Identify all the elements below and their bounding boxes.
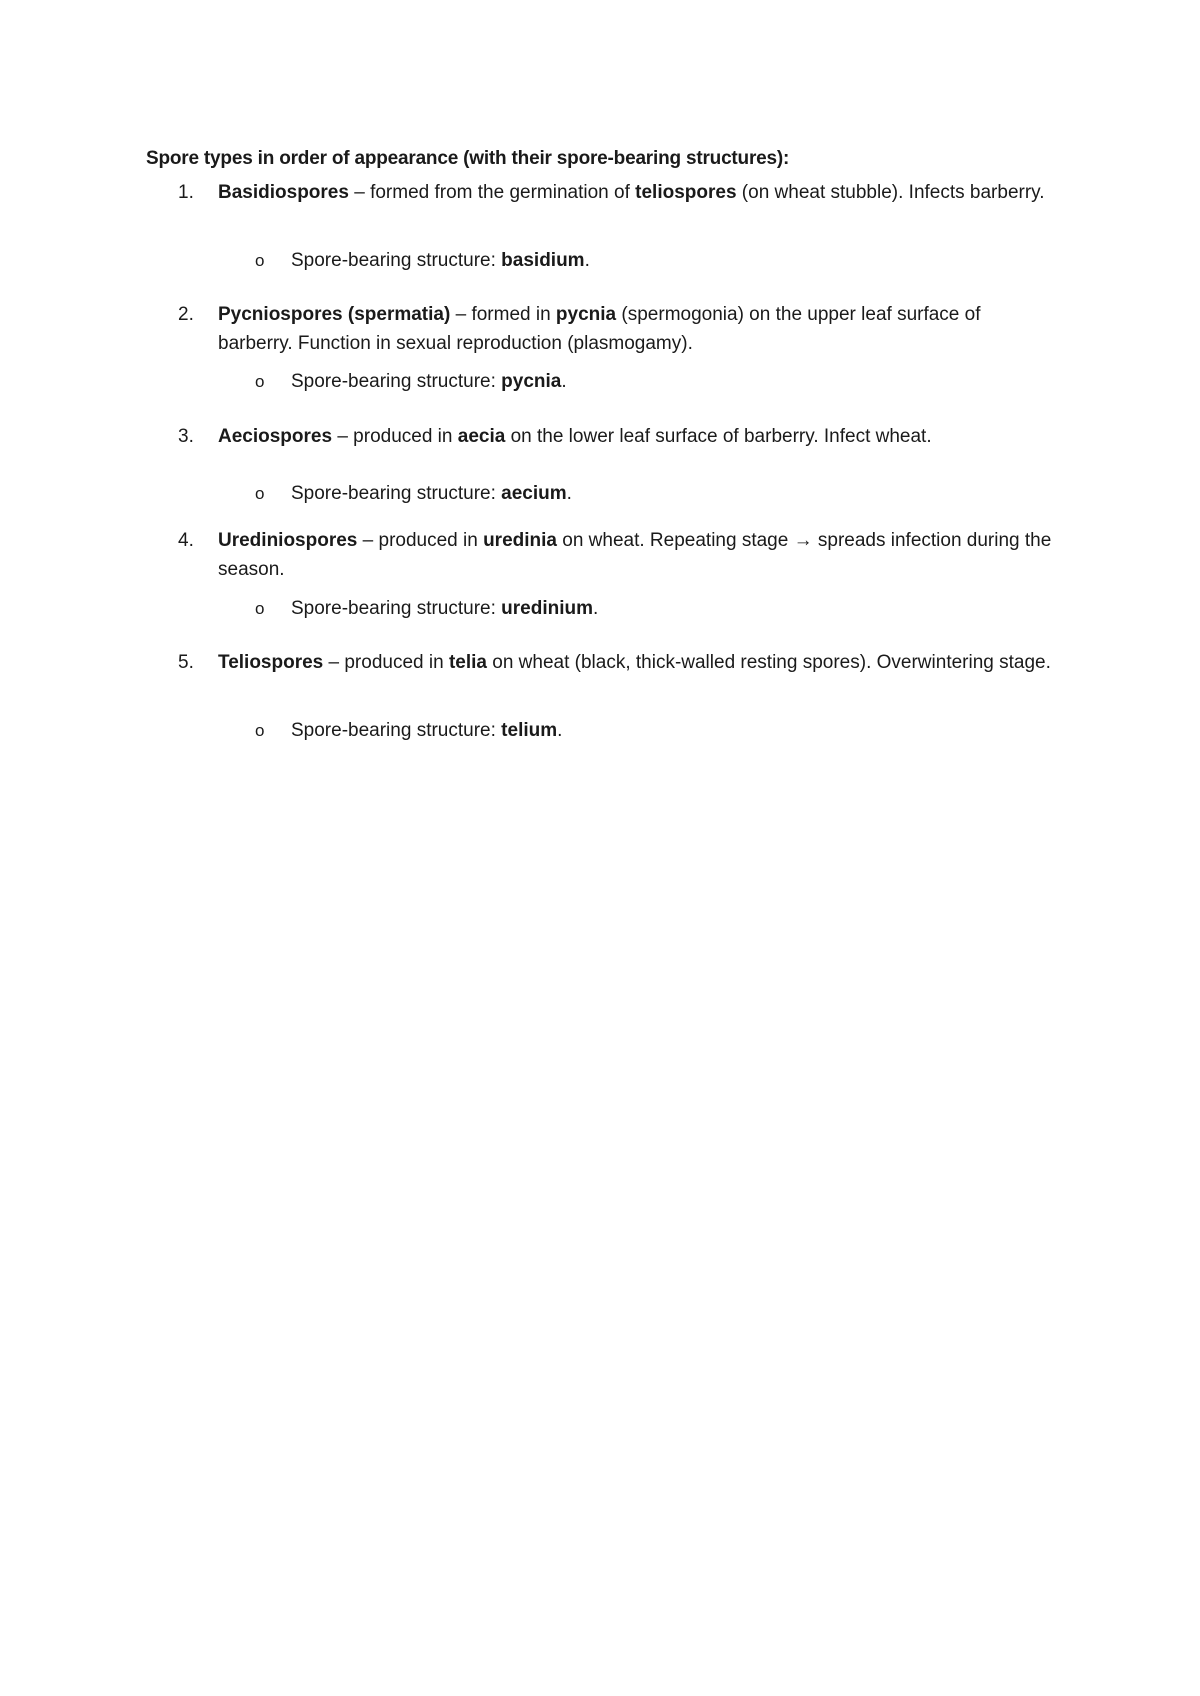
bold-term: teliospores bbox=[635, 182, 737, 203]
sub-list-item bbox=[255, 594, 598, 623]
description: (spermogonia) on the upper leaf surface of barberry. Function in sexual reproduction (plasmogamy). bbox=[218, 304, 981, 354]
spore-name: Aeciospores bbox=[218, 426, 333, 447]
sub-list-item bbox=[255, 246, 590, 275]
sub-label: Spore-bearing structure: bbox=[291, 250, 502, 271]
sub-end: . bbox=[557, 720, 563, 741]
sub-label: Spore-bearing structure: bbox=[291, 720, 502, 741]
spore-name: Pycniospores (spermatia) bbox=[218, 304, 451, 325]
list-item-text bbox=[218, 422, 1058, 451]
document-heading: Spore types in order of appearance (with their spore-bearing structures): bbox=[146, 148, 790, 169]
description: formed from the germination of bbox=[370, 182, 636, 203]
list-item bbox=[178, 648, 1058, 677]
sub-end: . bbox=[566, 483, 572, 504]
sub-label: Spore-bearing structure: bbox=[291, 483, 502, 504]
list-number: 5. bbox=[178, 652, 194, 673]
sub-list-item bbox=[255, 367, 567, 396]
bullet-icon: o bbox=[255, 721, 265, 740]
separator: – bbox=[323, 652, 345, 673]
bold-term: pycnia bbox=[555, 304, 617, 325]
list-item-text bbox=[218, 300, 1058, 358]
description: produced in bbox=[378, 530, 484, 551]
list-number: 4. bbox=[178, 530, 194, 551]
spore-name: Basidiospores bbox=[218, 182, 349, 203]
bold-term: uredinia bbox=[483, 530, 557, 551]
sub-list-item bbox=[255, 479, 572, 508]
structure-name: telium bbox=[501, 720, 558, 741]
description: produced in bbox=[344, 652, 449, 673]
list-item bbox=[178, 178, 1058, 207]
list-number: 3. bbox=[178, 426, 194, 447]
list-number: 1. bbox=[178, 182, 194, 203]
separator: – bbox=[332, 426, 354, 447]
spore-name: Urediniospores bbox=[218, 530, 358, 551]
sub-end: . bbox=[584, 250, 590, 271]
description: on wheat (black, thick-walled resting spores). Overwintering stage. bbox=[486, 652, 1051, 673]
sub-label: Spore-bearing structure: bbox=[291, 371, 502, 392]
structure-name: basidium bbox=[501, 250, 585, 271]
sub-end: . bbox=[561, 371, 567, 392]
bullet-icon: o bbox=[255, 484, 265, 503]
separator: – bbox=[450, 304, 472, 325]
bullet-icon: o bbox=[255, 372, 265, 391]
bullet-icon: o bbox=[255, 251, 265, 270]
description: produced in bbox=[353, 426, 458, 447]
spore-name: Teliospores bbox=[218, 652, 324, 673]
list-item bbox=[178, 422, 1058, 451]
separator: – bbox=[348, 182, 371, 203]
bold-term: telia bbox=[448, 652, 487, 673]
separator: – bbox=[357, 530, 379, 551]
description: (on wheat stubble). Infects barberry. bbox=[736, 182, 1045, 203]
structure-name: uredinium bbox=[501, 598, 594, 619]
description: on wheat. Repeating stage → spreads infection during the season. bbox=[218, 530, 1052, 580]
list-item-text bbox=[218, 178, 1058, 207]
structure-name: aecium bbox=[501, 483, 567, 504]
list-item bbox=[178, 526, 1058, 584]
sub-label: Spore-bearing structure: bbox=[291, 598, 502, 619]
list-item bbox=[178, 300, 1058, 358]
bold-term: aecia bbox=[457, 426, 506, 447]
list-item-text bbox=[218, 526, 1058, 584]
sub-end: . bbox=[593, 598, 599, 619]
description: on the lower leaf surface of barberry. Infect wheat. bbox=[505, 426, 932, 447]
structure-name: pycnia bbox=[501, 371, 562, 392]
sub-list-item bbox=[255, 716, 562, 745]
bullet-icon: o bbox=[255, 599, 265, 618]
description: formed in bbox=[471, 304, 556, 325]
list-number: 2. bbox=[178, 304, 194, 325]
list-item-text bbox=[218, 648, 1058, 677]
